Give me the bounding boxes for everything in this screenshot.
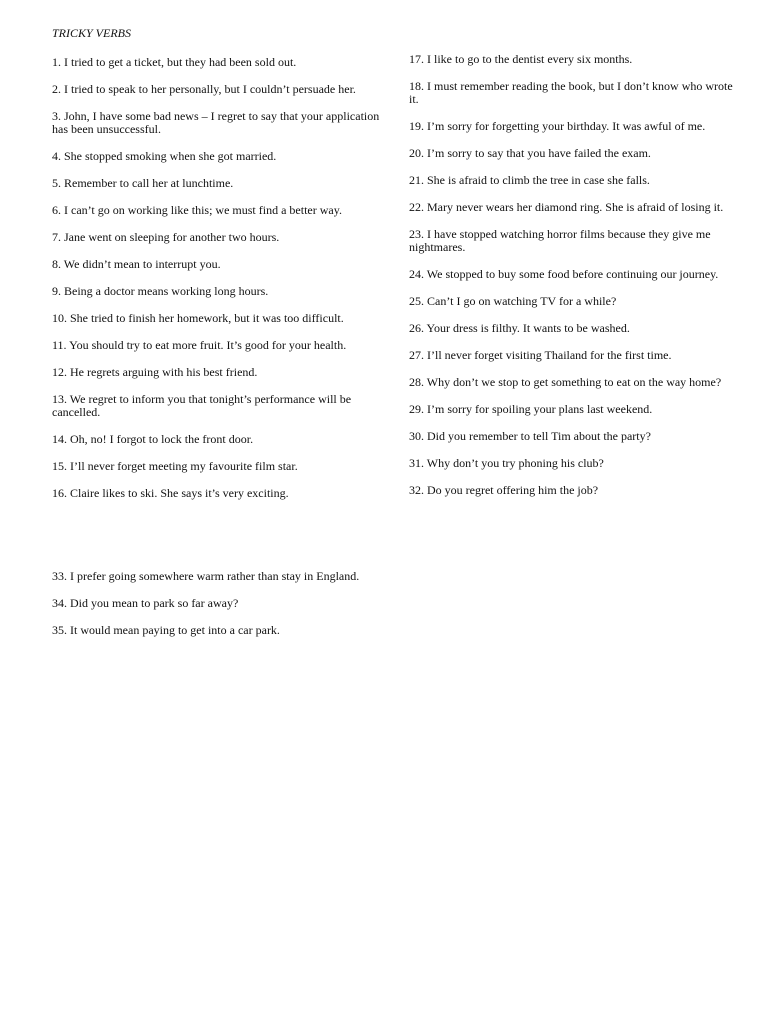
list-item: 2. I tried to speak to her personally, but I couldn’t persuade her. xyxy=(52,82,356,96)
list-item: 19. I’m sorry for forgetting your birthday. It was awful of me. xyxy=(409,119,706,133)
list-item: 30. Did you remember to tell Tim about the party? xyxy=(409,429,651,443)
list-item: 5. Remember to call her at lunchtime. xyxy=(52,176,234,190)
list-item: 6. I can’t go on working like this; we must find a better way. xyxy=(52,203,342,217)
list-item: 21. She is afraid to climb the tree in case she falls. xyxy=(409,173,650,187)
list-item: 22. Mary never wears her diamond ring. She is afraid of losing it. xyxy=(409,200,724,214)
list-item: 33. I prefer going somewhere warm rather than stay in England. xyxy=(52,569,360,583)
list-item: 24. We stopped to buy some food before continuing our journey. xyxy=(409,267,719,281)
list-item: 11. You should try to eat more fruit. It’s good for your health. xyxy=(52,338,347,352)
list-item: 13. We regret to inform you that tonight’s performance will be cancelled. xyxy=(52,392,352,419)
list-item: 12. He regrets arguing with his best friend. xyxy=(52,365,258,379)
list-item: 7. Jane went on sleeping for another two hours. xyxy=(52,230,280,244)
document-title: TRICKY VERBS xyxy=(52,26,132,40)
list-item: 27. I’ll never forget visiting Thailand for the first time. xyxy=(409,348,672,362)
list-item: 31. Why don’t you try phoning his club? xyxy=(409,456,604,470)
list-item: 23. I have stopped watching horror films because they give me nightmares. xyxy=(409,227,711,254)
bottom-list xyxy=(52,570,382,651)
list-item: 9. Being a doctor means working long hours. xyxy=(52,284,269,298)
list-item: 32. Do you regret offering him the job? xyxy=(409,483,599,497)
list-item: 35. It would mean paying to get into a car park. xyxy=(52,623,280,637)
left-column-list xyxy=(52,56,382,514)
list-item: 20. I’m sorry to say that you have failed the exam. xyxy=(409,146,651,160)
list-item: 15. I’ll never forget meeting my favourite film star. xyxy=(52,459,298,473)
list-item: 14. Oh, no! I forgot to lock the front door. xyxy=(52,432,254,446)
list-item: 16. Claire likes to ski. She says it’s very exciting. xyxy=(52,486,289,500)
list-item: 1. I tried to get a ticket, but they had been sold out. xyxy=(52,55,297,69)
list-item: 26. Your dress is filthy. It wants to be washed. xyxy=(409,321,630,335)
list-item: 25. Can’t I go on watching TV for a while? xyxy=(409,294,617,308)
list-item: 10. She tried to finish her homework, but it was too difficult. xyxy=(52,311,344,325)
list-item: 28. Why don’t we stop to get something to eat on the way home? xyxy=(409,375,722,389)
list-item: 17. I like to go to the dentist every six months. xyxy=(409,52,633,66)
list-item: 3. John, I have some bad news – I regret to say that your application has been unsuccessful. xyxy=(52,109,380,136)
list-item: 8. We didn’t mean to interrupt you. xyxy=(52,257,221,271)
list-item: 34. Did you mean to park so far away? xyxy=(52,596,239,610)
list-item: 29. I’m sorry for spoiling your plans last weekend. xyxy=(409,402,653,416)
list-item: 18. I must remember reading the book, but I don’t know who wrote it. xyxy=(409,79,733,106)
list-item: 4. She stopped smoking when she got married. xyxy=(52,149,277,163)
right-column-list xyxy=(409,53,739,511)
